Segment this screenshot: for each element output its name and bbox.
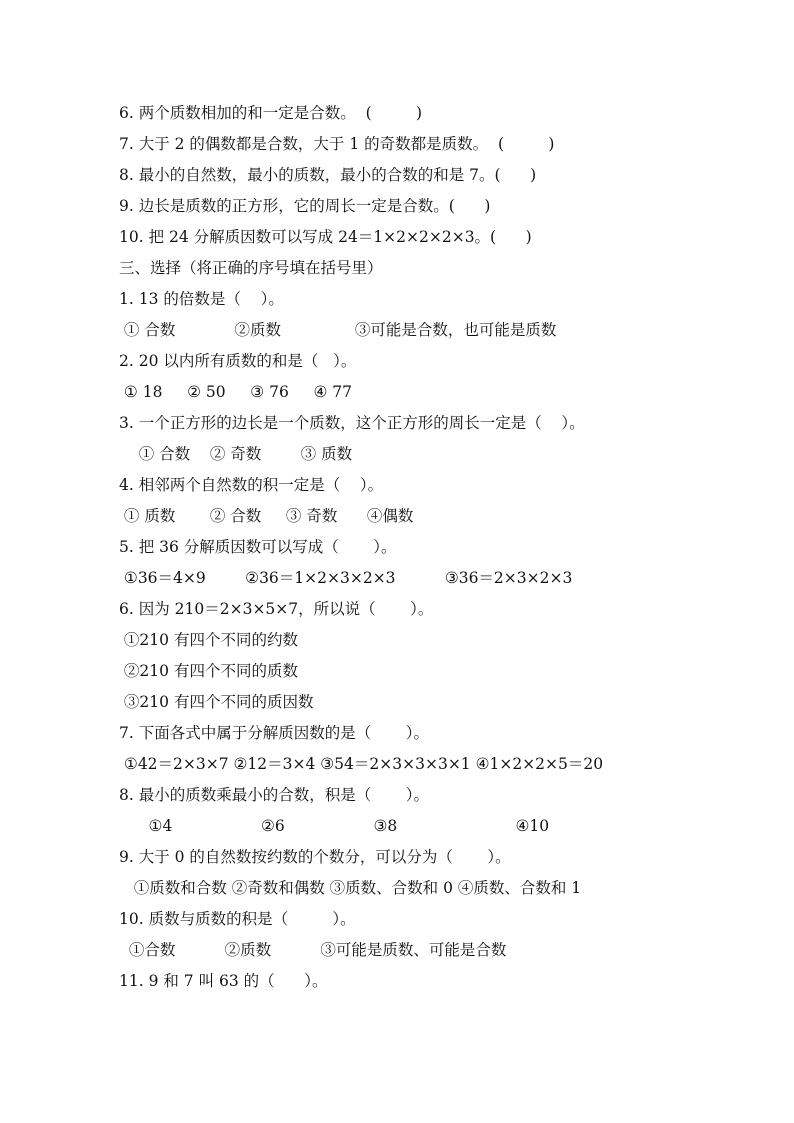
mc-options-10: ①合数 ②质数 ③可能是质数、可能是合数 [119, 941, 507, 959]
tf-question-7: 7. 大于 2 的偶数都是合数，大于 1 的奇数都是质数。 ( ) [119, 135, 555, 153]
mc-question-10: 10. 质数与质数的积是（ ）。 [119, 910, 356, 928]
mc-options-3: ① 合数 ② 奇数 ③ 质数 [119, 445, 353, 463]
tf-question-9: 9. 边长是质数的正方形，它的周长一定是合数。( ) [119, 197, 491, 215]
mc-question-2: 2. 20 以内所有质数的和是（ ）。 [119, 352, 357, 370]
tf-question-10: 10. 把 24 分解质因数可以写成 24＝1×2×2×2×3。( ) [119, 228, 532, 246]
mc-question-1: 1. 13 的倍数是（ ）。 [119, 290, 284, 308]
mc-question-9: 9. 大于 0 的自然数按约数的个数分，可以分为（ ）。 [119, 848, 511, 866]
mc-question-3: 3. 一个正方形的边长是一个质数，这个正方形的周长一定是（ ）。 [119, 414, 585, 432]
mc-question-11: 11. 9 和 7 叫 63 的（ ）。 [119, 972, 328, 990]
mc-options-8: ①4 ②6 ③8 ④10 [119, 817, 550, 835]
mc-question-7: 7. 下面各式中属于分解质因数的是（ ）。 [119, 724, 429, 742]
mc-option-6b: ②210 有四个不同的质数 [119, 662, 298, 680]
mc-options-2: ① 18 ② 50 ③ 76 ④ 77 [119, 383, 353, 401]
mc-question-4: 4. 相邻两个自然数的积一定是（ ）。 [119, 476, 384, 494]
tf-question-6: 6. 两个质数相加的和一定是合数。 ( ) [119, 104, 423, 122]
tf-question-8: 8. 最小的自然数，最小的质数，最小的合数的和是 7。( ) [119, 166, 537, 184]
mc-question-6: 6. 因为 210＝2×3×5×7，所以说（ ）。 [119, 600, 434, 618]
mc-option-6c: ③210 有四个不同的质因数 [119, 693, 314, 711]
mc-options-5: ①36＝4×9 ②36＝1×2×3×2×3 ③36＝2×3×2×3 [119, 569, 573, 587]
mc-option-6a: ①210 有四个不同的约数 [119, 631, 298, 649]
mc-options-1: ① 合数 ②质数 ③可能是合数，也可能是质数 [119, 321, 557, 339]
mc-question-8: 8. 最小的质数乘最小的合数，积是（ ）。 [119, 786, 429, 804]
section-title: 三、选择（将正确的序号填在括号里） [119, 259, 383, 277]
mc-options-4: ① 质数 ② 合数 ③ 奇数 ④偶数 [119, 507, 414, 525]
mc-options-9: ①质数和合数 ②奇数和偶数 ③质数、合数和 0 ④质数、合数和 1 [119, 879, 582, 897]
mc-options-7: ①42＝2×3×7 ②12＝3×4 ③54＝2×3×3×3×1 ④1×2×2×5＝20 [119, 755, 604, 773]
mc-question-5: 5. 把 36 分解质因数可以写成（ ）。 [119, 538, 397, 556]
